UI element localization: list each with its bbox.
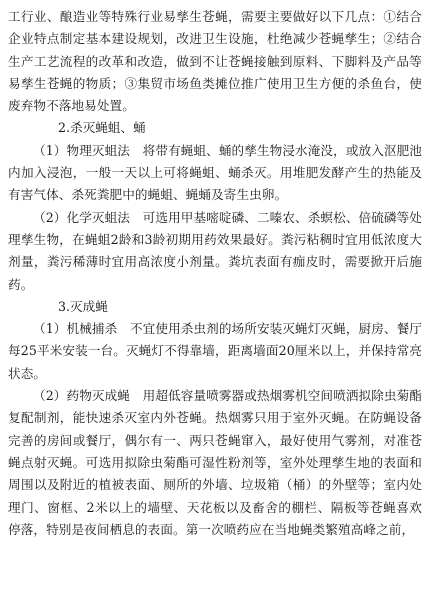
- section-heading-adult-flies: 3.灭成蝇: [58, 298, 108, 314]
- paragraph-industry-measures: 工行业、酿造业等特殊行业易孳生苍蝇，需要主要做好以下几点：①结合企业特点制定基本建设规划，改进卫生设施，杜绝减少苍蝇孳生；②结合生产工艺流程的改革和改造，做到不让苍蝇接触到原料、下脚料及产品等易孳生苍蝇的物质；③集贸市场鱼类摊位推广使用卫生方便的杀鱼台，使废弃物不落地易处置。: [8, 9, 422, 114]
- paragraph-physical-method: （1）物理灭蛆法 将带有蝇蛆、蛹的孳生物浸水淹没，或放入沤肥池内加入浸泡，一般一天以上可将蝇蛆、蛹杀灭。用堆肥发酵产生的热能及有害气体、杀死粪肥中的蝇蛆、蝇蛹及寄生虫卵。: [8, 142, 422, 203]
- section-heading-larvae: 2.杀灭蝇蛆、蛹: [58, 120, 146, 136]
- paragraph-chemical-adult-control: （2）药物灭成蝇 用超低容量喷雾器或热烟雾机空间喷洒拟除虫菊酯复配制剂，能快速杀灭室内外苍蝇。热烟雾只用于室外灭蝇。在防蝇设备完善的房间或餐厅，偶尔有一、两只苍蝇窜入，最好使用气雾剂，对准苍蝇点射灭蝇。可选用拟除虫菊酯可湿性粉剂等，室外处理孳生地的表面和周围以及附近的植被表面、厕所的外墙、垃圾箱（桶）的外壁等；室内处理门、窗框、2米以上的墙壁、天花板以及畜舍的棚栏、隔板等苍蝇喜欢停落，特别是夜间栖息的表面。第一次喷药应在当地蝇类繁殖高峰之前，: [8, 388, 422, 537]
- paragraph-chemical-method: （2）化学灭蛆法 可选用甲基嘧啶磷、二嗪农、杀螟松、倍硫磷等处理孳生物，在蝇蛆2龄和3龄初期用药效果最好。粪污粘稠时宜用低浓度大剂量，粪污稀薄时宜用高浓度小剂量。粪坑表面有痂皮时，需要掀开后施药。: [8, 209, 422, 292]
- paragraph-mechanical-trapping: （1）机械捕杀 不宜使用杀虫剂的场所安装灭蝇灯灭蝇，厨房、餐厅每25平米安装一台。灭蝇灯不得靠墙，距离墙面20厘米以上，并保持常亮状态。: [8, 321, 422, 381]
